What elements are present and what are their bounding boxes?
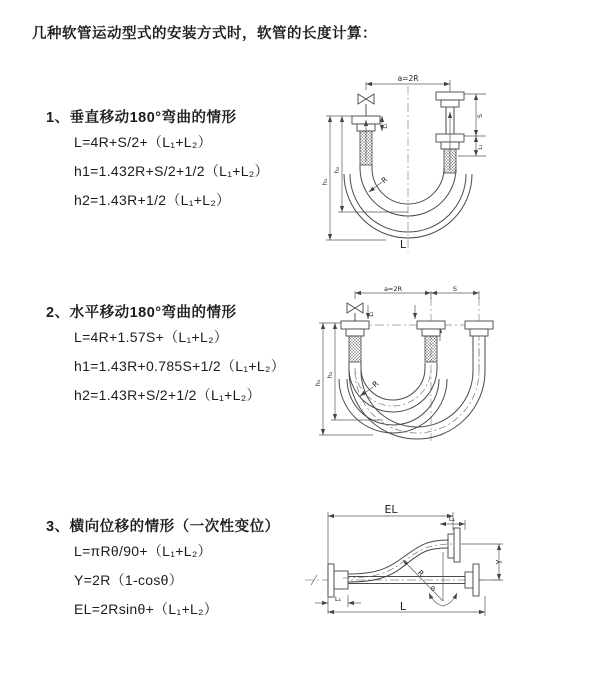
hose-u-bend-displaced: [349, 336, 485, 439]
section-1-heading: 1、垂直移动180°弯曲的情形: [46, 110, 237, 126]
dim-label-l: L: [399, 600, 407, 613]
valve-icon: [347, 303, 363, 321]
dim-label-el: EL: [384, 503, 398, 516]
section-1-formulas: [74, 128, 269, 215]
formula-line: L=πRθ/90+（L₁+L₂）: [74, 543, 212, 559]
diagram-horizontal-180-bend: [313, 283, 593, 463]
formula-line: h1=1.432R+S/2+1/2（L₁+L₂）: [74, 163, 269, 179]
valve-icon: [358, 94, 374, 116]
dim-label-h2: h₂: [333, 166, 341, 174]
formula-line: EL=2Rsinθ+（L₁+L₂）: [74, 601, 219, 617]
dim-label-r: R: [415, 568, 426, 579]
section-3-formulas: [74, 537, 218, 624]
dim-label-l1-right: L₁: [478, 144, 484, 150]
formula-line: h1=1.43R+0.785S+1/2（L₁+L₂）: [74, 358, 285, 374]
formula-line: h2=1.43R+S/2+1/2（L₁+L₂）: [74, 387, 261, 403]
formula-line: h2=1.43R+1/2（L₁+L₂）: [74, 192, 231, 208]
section-3-heading: 3、横向位移的情形（一次性变位）: [46, 519, 280, 535]
dim-label-s: S: [452, 285, 458, 293]
dim-label-l1: L₁: [369, 311, 375, 317]
dim-label-h1: h₁: [314, 379, 322, 387]
dim-label-s: S: [476, 113, 484, 119]
dim-label-r: R: [370, 378, 381, 390]
dim-label-l1-left: L₁: [334, 595, 342, 603]
section-2-formulas: [74, 323, 285, 410]
formula-line: L=4R+1.57S+（L₁+L₂）: [74, 329, 229, 345]
diagram-vertical-180-bend: [316, 70, 576, 260]
dim-label-l1-left: L₁: [383, 123, 389, 129]
formula-line: L=4R+S/2+（L₁+L₂）: [74, 134, 212, 150]
braided-hose-section: [349, 336, 361, 362]
dim-label-y: Y: [495, 559, 504, 565]
dim-label-theta: θ: [431, 585, 435, 593]
dim-label-a2r: a=2R: [397, 74, 419, 83]
dim-label-l: L: [399, 238, 407, 251]
dim-label-r: R: [379, 174, 390, 186]
page-title: 几种软管运动型式的安装方式时，软管的长度计算：: [32, 26, 377, 42]
dim-label-l1-top: L₁: [448, 515, 456, 523]
dim-label-h2: h₂: [326, 371, 334, 379]
section-2-heading: 2、水平移动180°弯曲的情形: [46, 305, 237, 321]
formula-line: Y=2R（1-cosθ）: [74, 572, 184, 588]
braided-hose-section: [425, 336, 437, 362]
dim-label-a2r: a=2R: [383, 285, 403, 293]
hose-s-curve: [343, 540, 454, 582]
diagram-lateral-displacement: [303, 500, 593, 655]
dim-label-h1: h₁: [321, 178, 329, 186]
